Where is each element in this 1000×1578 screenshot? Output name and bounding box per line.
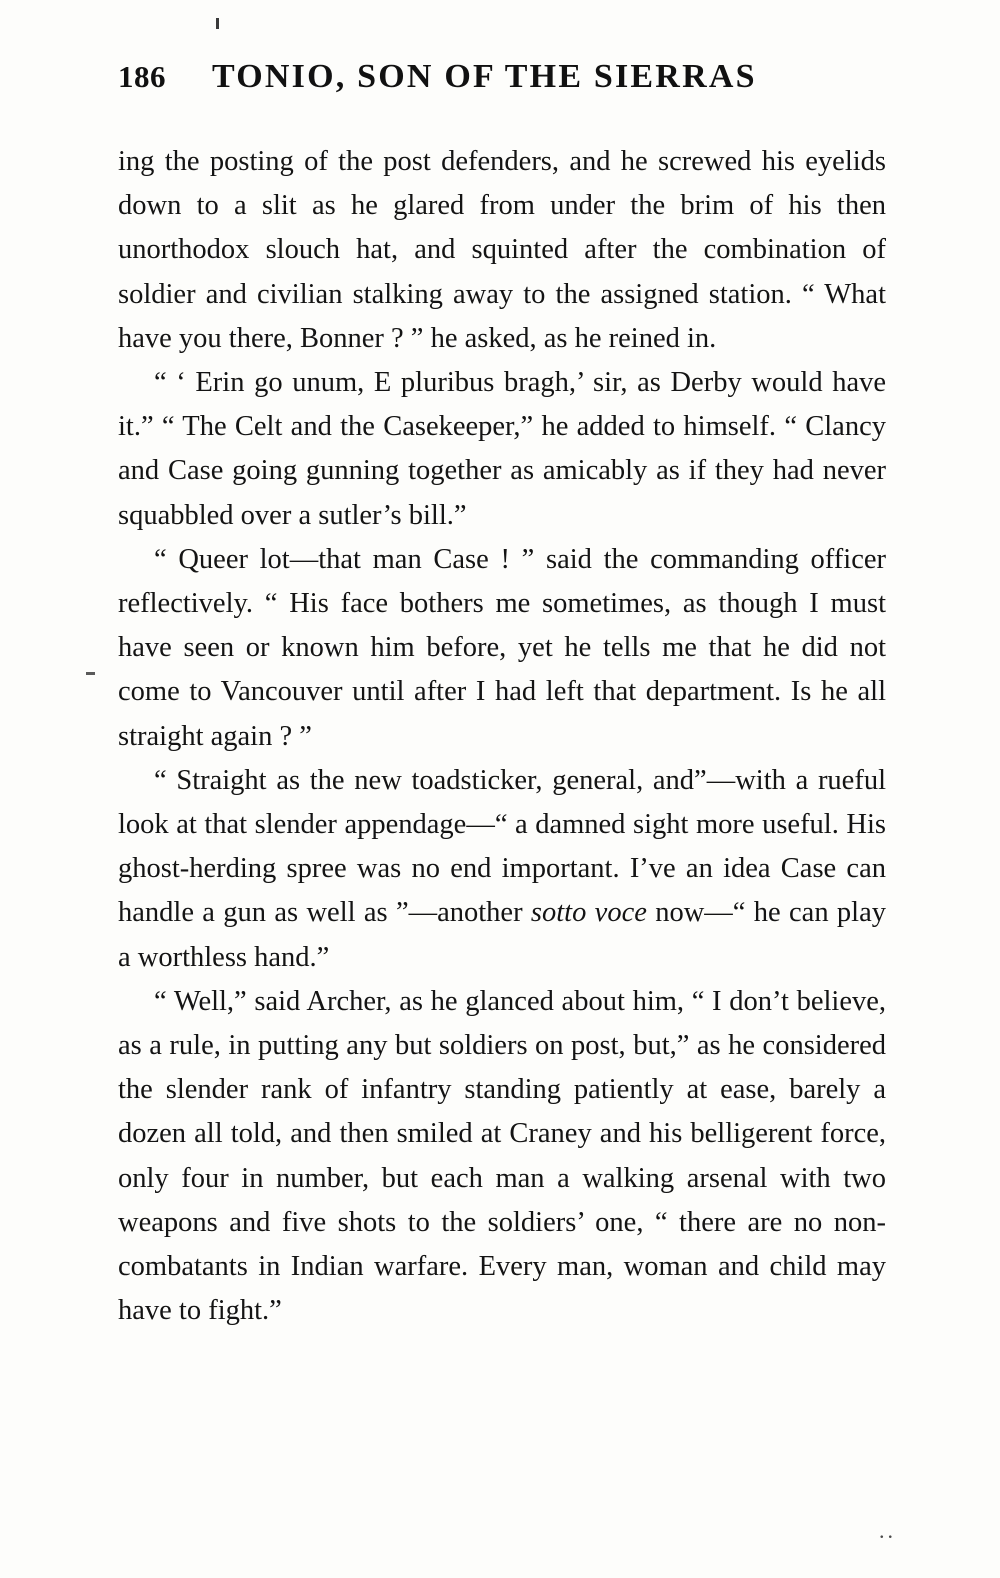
top-margin-tick xyxy=(216,18,219,29)
page-number: 186 xyxy=(118,59,166,94)
paragraph-2: “ ‘ Erin go unum, E pluribus bragh,’ sir, as Derby would have it.” “ The Celt and the Casekeeper,” he added to himself. “ Clancy and Case going gunning together as amicably as if they had never squabbled over a sutler’s bill.” xyxy=(118,367,886,531)
left-margin-tick xyxy=(86,672,95,675)
paragraph-4 xyxy=(118,759,886,980)
page-header xyxy=(118,58,890,96)
paragraph-1: ing the posting of the post defenders, and he screwed his eyelids down to a slit as he glared from under the brim of his then unorthodox slouch hat, and squinted after the combination of soldier and civilian stalking away to the assigned station. “ What have you there, Bonner ? ” he asked, as he reined in. xyxy=(118,146,886,354)
bottom-margin-marks: .. xyxy=(879,1518,896,1543)
page-body xyxy=(118,140,886,1333)
paragraph-3: “ Queer lot—that man Case ! ” said the commanding officer reflectively. “ His face bothers me sometimes, as though I must have seen or known him before, yet he tells me that he did not come to Vancouver until after I had left that department. Is he all straight again ? ” xyxy=(118,543,886,752)
paragraph-4-part-2: now—“ he can play a worthless hand.” xyxy=(118,897,886,973)
paragraph-5: “ Well,” said Archer, as he glanced about him, “ I don’t believe, as a rule, in putting any but soldiers on post, but,” as he considered the slender rank of infantry standing patiently at ease, barely a dozen all told, and then smiled at Craney and his belligerent force, only four in number, but each man a walking arsenal with two weapons and five shots to the soldiers’ one, “ there are no non-combatants in Indian warfare. Every man, woman and child may have to fight.” xyxy=(118,985,886,1327)
running-title: TONIO, SON OF THE SIERRAS xyxy=(212,58,757,95)
paragraph-4-italic: sotto voce xyxy=(530,897,647,929)
paragraph-4-part-1: “ Straight as the new toadsticker, general, and”—with a rueful look at that slender appendage—“ a damned sight more useful. His ghost-herding spree was no end important. I’ve an idea Case can handle a gun as well as ”—another xyxy=(118,764,886,929)
